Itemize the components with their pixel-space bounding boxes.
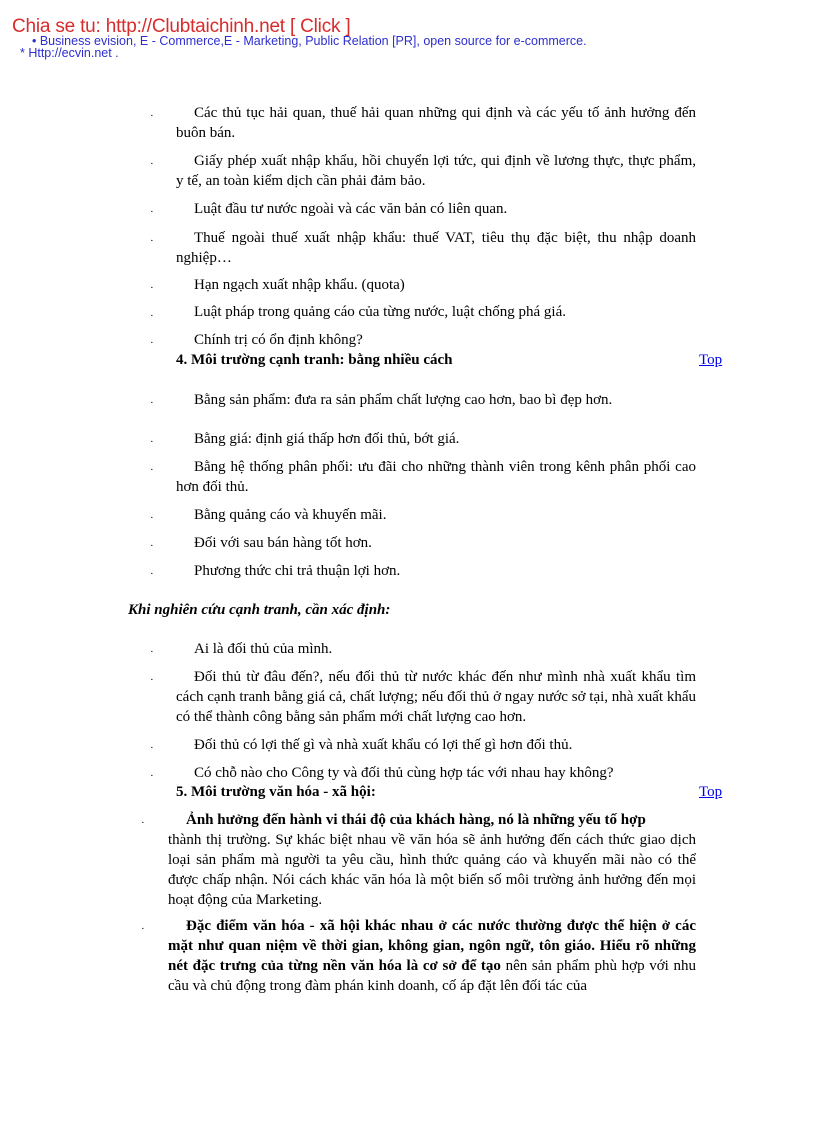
bullet-icon: ·	[150, 158, 154, 170]
list-item: Đối thủ có lợi thế gì và nhà xuất khẩu có lợi thế gì hơn đối thủ.	[194, 737, 573, 753]
list-item: Luật pháp trong quảng cáo của từng nước, luật chống phá giá.	[194, 304, 566, 320]
paragraph-bold-lead: Ảnh hưởng đến hành vi thái độ của khách hàng, nó là những yếu tố hợp	[186, 812, 646, 828]
list-item: Đối thủ từ đâu đến?, nếu đối thủ từ nước khác đến như mình nhà xuất khẩu tìm cách cạnh tranh bằng giá cả, chất lượng; nếu đối thủ ở ngay nước sở tại, nhà xuất khẩu có thể thành công bằng sản phẩm mới chất lượng cao hơn.	[176, 669, 696, 725]
bullet-icon: ·	[150, 235, 154, 247]
bullet-icon: ·	[150, 646, 154, 658]
bullet-icon: ·	[141, 817, 145, 829]
bullet-icon: ·	[150, 512, 154, 524]
bullet-icon: ·	[150, 310, 154, 322]
list-item: Bằng sản phẩm: đưa ra sản phẩm chất lượng cao hơn, bao bì đẹp hơn.	[194, 392, 613, 408]
bullet-icon: ·	[150, 674, 154, 686]
list-item: Các thủ tục hải quan, thuế hải quan những qui định và các yếu tố ảnh hưởng đến buôn bán.	[176, 105, 696, 141]
bullet-icon: ·	[141, 923, 145, 935]
paragraph-text: nên sản phẩm phù hợp với nhu cầu và chủ động trong đàm phán kinh doanh, cố áp đặt lên đối tác của	[168, 958, 696, 994]
list-item: Đối với sau bán hàng tốt hơn.	[194, 535, 372, 551]
list-item: Bằng quảng cáo và khuyến mãi.	[194, 507, 387, 523]
list-item: Giấy phép xuất nhập khẩu, hồi chuyển lợi tức, qui định về lương thực, thực phẩm, y tế, an toàn kiểm dịch cần phải đảm bảo.	[176, 153, 696, 189]
header-tagline[interactable]: • Business evision, E - Commerce,E - Marketing, Public Relation [PR], open source for e-commerce.	[32, 34, 587, 48]
list-item: Phương thức chi trả thuận lợi hơn.	[194, 563, 401, 579]
list-item: Bằng hệ thống phân phối: ưu đãi cho những thành viên trong kênh phân phối cao hơn đối thủ.	[176, 459, 696, 495]
paragraph-bold-lead: Đặc điểm văn hóa - xã hội khác nhau ở các nước thường được thể hiện ở các mặt như quan niệm về thời gian, không gian, ngôn ngữ, tôn giáo. Hiểu rõ những nét đặc trưng của từng nền văn hóa là cơ sở để tạo	[168, 918, 696, 974]
top-link[interactable]: Top	[699, 352, 723, 368]
section-5-heading: 5. Môi trường văn hóa - xã hội:	[176, 784, 376, 800]
bullet-icon: ·	[150, 540, 154, 552]
top-link[interactable]: Top	[699, 784, 723, 800]
bullet-icon: ·	[150, 464, 154, 476]
paragraph-text: thành thị trường. Sự khác biệt nhau về văn hóa sẽ ảnh hưởng đến cách thức giao dịch loại sản phẩm mà người ta yêu cầu, hình thức quảng cáo và khuyến mãi nào có thể được chấp nhận. Nói cách khác văn hóa là một biến số môi trường ảnh hưởng đến mọi hoạt động của Marketing.	[168, 832, 696, 908]
list-item: Chính trị có ổn định không?	[194, 332, 363, 348]
bullet-icon: ·	[150, 206, 154, 218]
paragraph	[168, 810, 696, 910]
list-item: Bằng giá: định giá thấp hơn đối thủ, bớt giá.	[194, 431, 460, 447]
paragraph	[168, 916, 696, 996]
list-item: Ai là đối thủ của mình.	[194, 641, 333, 657]
list-item: Có chỗ nào cho Công ty và đối thủ cùng hợp tác với nhau hay không?	[194, 765, 614, 781]
list-item: Thuế ngoài thuế xuất nhập khẩu: thuế VAT, tiêu thụ đặc biệt, thu nhập doanh nghiệp…	[176, 230, 696, 266]
section-4-heading: 4. Môi trường cạnh tranh: bằng nhiều cách	[176, 352, 453, 368]
bullet-icon: ·	[150, 282, 154, 294]
bullet-icon: ·	[150, 337, 154, 349]
bullet-icon: ·	[150, 770, 154, 782]
bullet-icon: ·	[150, 568, 154, 580]
list-item: Hạn ngạch xuất nhập khẩu. (quota)	[194, 277, 405, 293]
list-item: Luật đầu tư nước ngoài và các văn bản có liên quan.	[194, 201, 508, 217]
bullet-icon: ·	[150, 110, 154, 122]
bullet-icon: ·	[150, 742, 154, 754]
page-header	[12, 16, 812, 48]
header-url[interactable]: * Http://ecvin.net .	[20, 46, 119, 60]
bullet-icon: ·	[150, 436, 154, 448]
bullet-icon: ·	[150, 397, 154, 409]
section-heading	[176, 350, 453, 370]
competition-subheading: Khi nghiên cứu cạnh tranh, cần xác định:	[128, 602, 391, 618]
section-heading	[176, 782, 376, 802]
header-watermark-link[interactable]: Chia se tu: http://Clubtaichinh.net [ Click ]	[12, 16, 351, 37]
subheading	[128, 600, 390, 620]
